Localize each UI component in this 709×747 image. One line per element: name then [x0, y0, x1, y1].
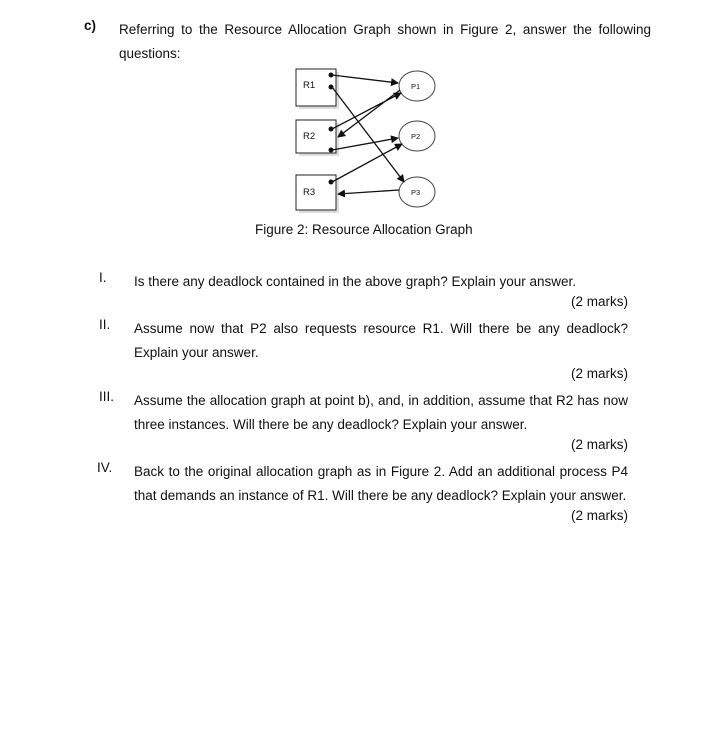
resource-r1-label: R1	[303, 80, 316, 91]
edge-r3-to-p2	[332, 144, 402, 182]
question-text: Back to the original allocation graph as in Figure 2. Add an additional process P4 that demands an instance of R1. Will there be any deadlock? Explain your answer.	[134, 464, 628, 503]
question-marks: (2 marks)	[571, 508, 628, 523]
resource-r2-label: R2	[303, 131, 316, 142]
process-p2	[399, 121, 435, 151]
edge-p3-to-r3	[338, 190, 399, 194]
resource-allocation-graph	[280, 64, 450, 214]
process-p1-label: P1	[411, 82, 421, 91]
section-intro: Referring to the Resource Allocation Graph shown in Figure 2, answer the following questions:	[119, 22, 651, 61]
edge-p1-to-r2	[338, 90, 400, 137]
figure-caption: Figure 2: Resource Allocation Graph	[255, 222, 473, 237]
process-p1	[399, 71, 435, 101]
process-p2-label: P2	[411, 132, 421, 141]
question-number: II.	[99, 317, 111, 332]
edge-r2-to-p2	[332, 138, 398, 150]
section-label: c)	[84, 18, 97, 33]
question-number: I.	[99, 270, 107, 285]
question-marks: (2 marks)	[571, 437, 628, 452]
resource-r3-label: R3	[303, 187, 316, 198]
question-text: Assume now that P2 also requests resource R1. Will there be any deadlock? Explain your answer.	[134, 321, 628, 360]
question-number: III.	[99, 389, 115, 404]
edge-r2-to-p1	[332, 93, 401, 129]
edge-r1-to-p3	[332, 87, 404, 182]
process-p3-label: P3	[411, 188, 421, 197]
question-text: Is there any deadlock contained in the above graph? Explain your answer.	[134, 274, 577, 289]
question-marks: (2 marks)	[571, 366, 628, 381]
question-marks: (2 marks)	[571, 294, 628, 309]
question-text: Assume the allocation graph at point b), and, in addition, assume that R2 has now three instances. Will there be any deadlock? Explain your answer.	[134, 393, 628, 432]
edge-r1-to-p1	[332, 75, 398, 83]
question-number: IV.	[97, 460, 113, 475]
